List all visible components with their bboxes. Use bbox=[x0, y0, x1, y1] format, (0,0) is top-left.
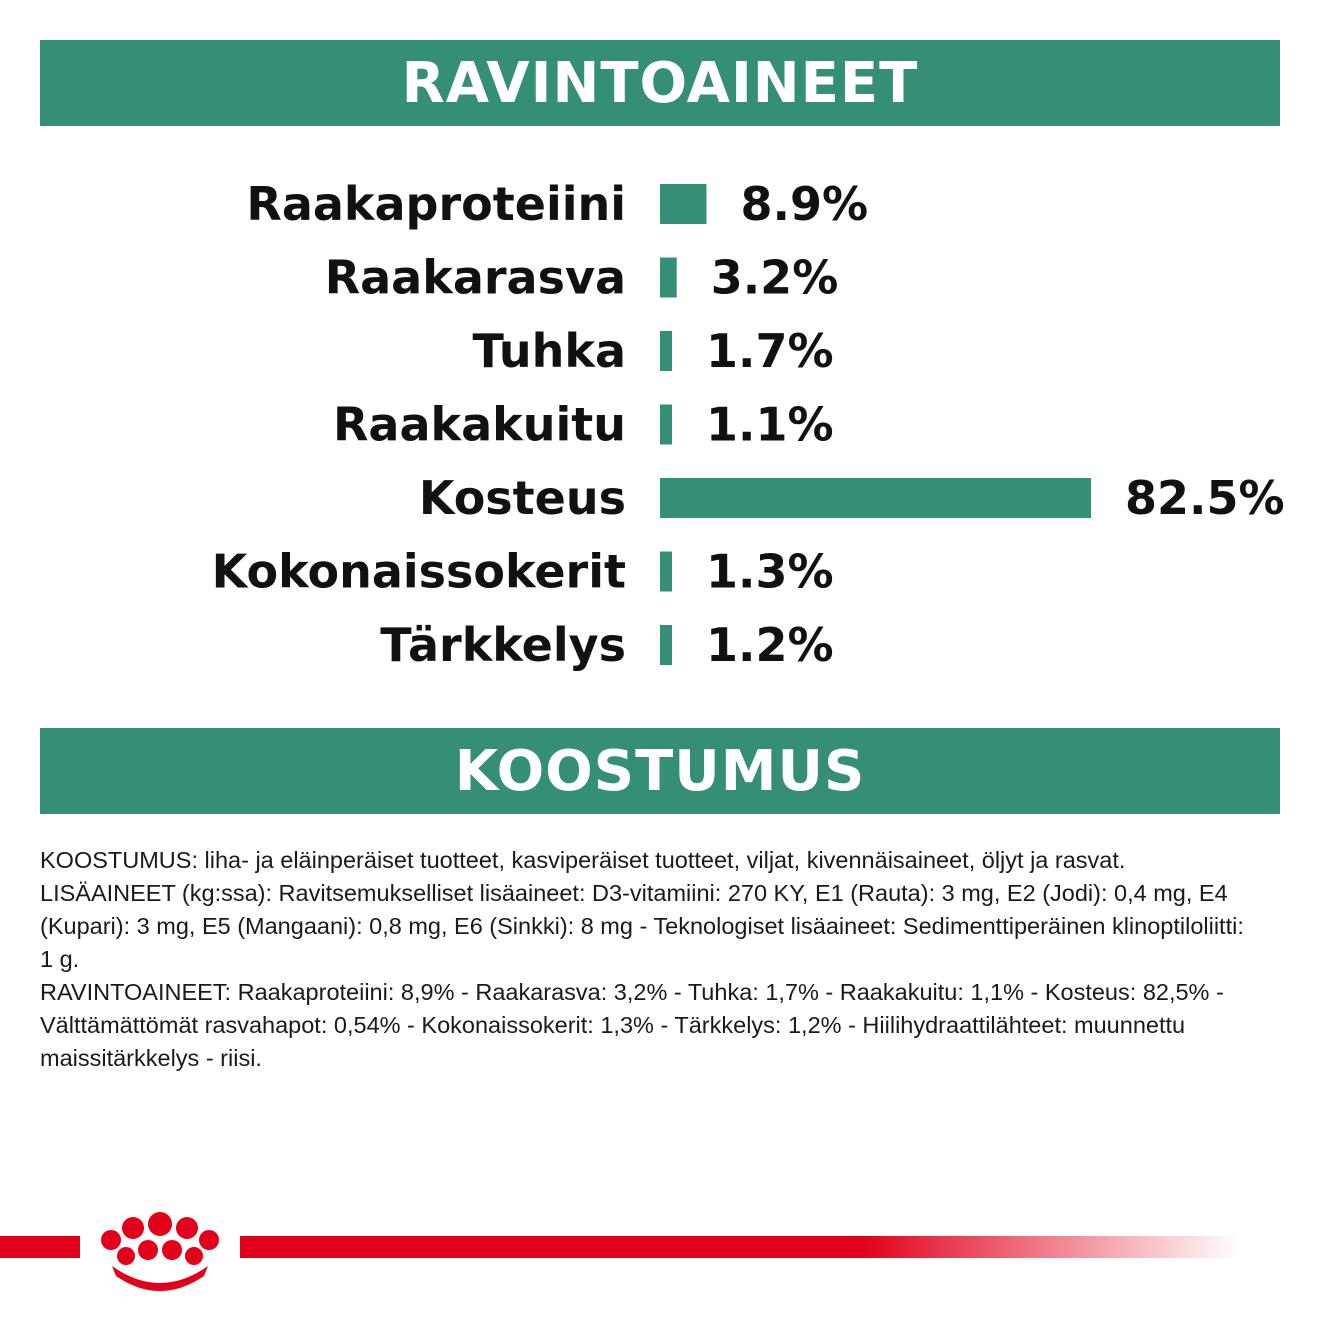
brand-stripe-right bbox=[240, 1236, 1240, 1258]
composition-paragraph-nutrients: RAVINTOAINEET: Raakaproteiini: 8,9% - Raakarasva: 3,2% - Tuhka: 1,7% - Raakakuitu: 1,1% - Kosteus: 82,5% - Välttämättömät rasvahapot: 0,54% - Kokonaissokerit: 1,3% - Tärkkelys: 1,2% - Hiilihydraattilähteet: muunnettu maissitärkkelys - riisi. bbox=[40, 979, 1224, 1071]
composition-section-title: KOOSTUMUS bbox=[454, 738, 866, 804]
bar bbox=[660, 331, 672, 371]
bar-label: Kosteus bbox=[418, 471, 626, 525]
bar-label: Raakarasva bbox=[324, 250, 626, 305]
bar bbox=[660, 552, 672, 592]
composition-section-banner bbox=[40, 728, 1280, 814]
nutrient-bar-chart bbox=[0, 160, 1320, 690]
bar bbox=[660, 258, 677, 298]
bar-label: Kokonaissokerit bbox=[211, 544, 626, 599]
bar-value-label: 1.3% bbox=[706, 544, 834, 599]
bar-label: Tärkkelys bbox=[380, 618, 626, 672]
bar-label: Raakakuitu bbox=[333, 397, 626, 452]
nutrients-section-title: RAVINTOAINEET bbox=[401, 50, 919, 116]
bar bbox=[660, 478, 1091, 518]
composition-paragraph-ingredients: KOOSTUMUS: liha- ja eläinperäiset tuotteet, kasviperäiset tuotteet, viljat, kivennäisaineet, öljyt ja rasvat. bbox=[40, 847, 1126, 873]
bar bbox=[660, 405, 672, 445]
bar-label: Raakaproteiini bbox=[246, 177, 626, 231]
brand-stripe-left bbox=[0, 1236, 80, 1258]
bar-value-label: 3.2% bbox=[710, 250, 839, 305]
bar-value-label: 8.9% bbox=[740, 177, 869, 231]
bar-value-label: 82.5% bbox=[1125, 471, 1285, 525]
bar-value-label: 1.2% bbox=[706, 618, 834, 672]
crown-icon bbox=[101, 1212, 219, 1291]
nutrients-section-banner bbox=[40, 40, 1280, 126]
bar bbox=[660, 625, 672, 665]
bar bbox=[660, 184, 706, 224]
composition-paragraph-additives: LISÄAINEET (kg:ssa): Ravitsemukselliset lisäaineet: D3-vitamiini: 270 KY, E1 (Rauta): 3 mg, E2 (Jodi): 0,4 mg, E4 (Kupari): 3 mg, E5 (Mangaani): 0,8 mg, E6 (Sinkki): 8 mg - Teknologiset lisäaineet: Sedimenttiperäinen klinoptiloliitti: 1 g. bbox=[40, 880, 1244, 972]
bar-value-label: 1.7% bbox=[706, 324, 834, 378]
bar-value-label: 1.1% bbox=[706, 397, 834, 452]
brand-footer bbox=[0, 1000, 1320, 1320]
bar-label: Tuhka bbox=[472, 324, 626, 378]
